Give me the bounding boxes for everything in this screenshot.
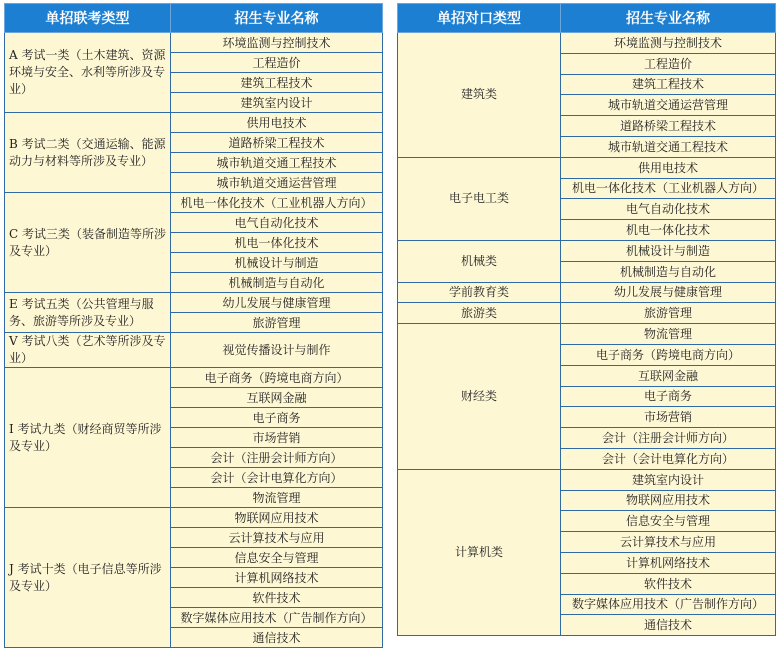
major-cell: 工程造价 <box>171 53 383 73</box>
major-cell: 电子商务 <box>561 386 776 407</box>
major-cell: 环境监测与控制技术 <box>561 33 776 54</box>
major-cell: 幼儿发展与健康管理 <box>561 282 776 303</box>
major-cell: 电子商务 <box>171 408 383 428</box>
major-cell: 城市轨道交通运营管理 <box>561 95 776 116</box>
major-cell: 建筑室内设计 <box>171 93 383 113</box>
category-cell: A 考试一类（土木建筑、资源环境与安全、水利等所涉及专业） <box>5 33 171 113</box>
major-cell: 建筑工程技术 <box>171 73 383 93</box>
major-cell: 互联网金融 <box>561 365 776 386</box>
table-row <box>5 333 383 368</box>
table-row <box>5 508 383 528</box>
major-cell: 机械设计与制造 <box>171 253 383 273</box>
left-table-body <box>5 33 383 648</box>
major-cell: 电气自动化技术 <box>171 213 383 233</box>
major-cell: 机械制造与自动化 <box>561 261 776 282</box>
major-cell: 云计算技术与应用 <box>171 528 383 548</box>
table-row <box>5 33 383 53</box>
category-cell: 旅游类 <box>398 303 561 324</box>
major-cell: 数字媒体应用技术（广告制作方向） <box>561 594 776 615</box>
major-cell: 旅游管理 <box>171 313 383 333</box>
major-cell: 信息安全与管理 <box>171 548 383 568</box>
major-cell: 工程造价 <box>561 53 776 74</box>
major-cell: 供用电技术 <box>171 113 383 133</box>
major-cell: 会计（注册会计师方向） <box>171 448 383 468</box>
major-cell: 环境监测与控制技术 <box>171 33 383 53</box>
table-row <box>398 324 776 345</box>
major-cell: 供用电技术 <box>561 157 776 178</box>
right-table-body <box>398 33 776 636</box>
major-cell: 机电一体化技术 <box>171 233 383 253</box>
major-cell: 城市轨道交通工程技术 <box>171 153 383 173</box>
major-cell: 信息安全与管理 <box>561 511 776 532</box>
major-cell: 云计算技术与应用 <box>561 532 776 553</box>
major-cell: 通信技术 <box>561 615 776 636</box>
table-row <box>398 282 776 303</box>
major-cell: 物流管理 <box>561 324 776 345</box>
major-cell: 会计（会计电算化方向） <box>171 468 383 488</box>
major-cell: 电子商务（跨境电商方向） <box>561 344 776 365</box>
major-cell: 城市轨道交通工程技术 <box>561 136 776 157</box>
table-row <box>398 157 776 178</box>
table-row <box>398 469 776 490</box>
category-cell: E 考试五类（公共管理与服务、旅游等所涉及专业） <box>5 293 171 333</box>
major-cell: 数字媒体应用技术（广告制作方向） <box>171 608 383 628</box>
major-cell: 计算机网络技术 <box>171 568 383 588</box>
major-cell: 道路桥梁工程技术 <box>171 133 383 153</box>
major-cell: 建筑工程技术 <box>561 74 776 95</box>
table-row <box>398 303 776 324</box>
category-cell: 计算机类 <box>398 469 561 635</box>
category-cell: 学前教育类 <box>398 282 561 303</box>
category-cell: 电子电工类 <box>398 157 561 240</box>
category-cell: V 考试八类（艺术等所涉及专业） <box>5 333 171 368</box>
major-cell: 通信技术 <box>171 628 383 648</box>
major-cell: 软件技术 <box>171 588 383 608</box>
left-header-row <box>5 4 383 33</box>
category-cell: I 考试九类（财经商贸等所涉及专业） <box>5 368 171 508</box>
major-cell: 会计（注册会计师方向） <box>561 428 776 449</box>
table-row <box>5 113 383 133</box>
major-cell: 市场营销 <box>561 407 776 428</box>
major-cell: 幼儿发展与健康管理 <box>171 293 383 313</box>
left-header-major: 招生专业名称 <box>171 4 383 33</box>
table-row <box>398 33 776 54</box>
table-row <box>5 368 383 388</box>
major-cell: 物联网应用技术 <box>171 508 383 528</box>
major-cell: 计算机网络技术 <box>561 552 776 573</box>
category-cell: 机械类 <box>398 240 561 282</box>
right-admission-table <box>397 3 776 636</box>
major-cell: 机电一体化技术（工业机器人方向） <box>171 193 383 213</box>
major-cell: 城市轨道交通运营管理 <box>171 173 383 193</box>
right-header-type: 单招对口类型 <box>398 4 561 33</box>
major-cell: 视觉传播设计与制作 <box>171 333 383 368</box>
table-row <box>5 193 383 213</box>
right-header-major: 招生专业名称 <box>561 4 776 33</box>
major-cell: 电气自动化技术 <box>561 199 776 220</box>
category-cell: 财经类 <box>398 324 561 470</box>
major-cell: 机电一体化技术（工业机器人方向） <box>561 178 776 199</box>
left-admission-table <box>4 3 383 648</box>
table-row <box>398 240 776 261</box>
category-cell: C 考试三类（装备制造等所涉及专业） <box>5 193 171 293</box>
category-cell: B 考试二类（交通运输、能源动力与材料等所涉及专业） <box>5 113 171 193</box>
major-cell: 旅游管理 <box>561 303 776 324</box>
major-cell: 会计（会计电算化方向） <box>561 448 776 469</box>
right-header-row <box>398 4 776 33</box>
major-cell: 软件技术 <box>561 573 776 594</box>
category-cell: 建筑类 <box>398 33 561 158</box>
category-cell: J 考试十类（电子信息等所涉及专业） <box>5 508 171 648</box>
major-cell: 物流管理 <box>171 488 383 508</box>
table-row <box>5 293 383 313</box>
major-cell: 机械制造与自动化 <box>171 273 383 293</box>
major-cell: 道路桥梁工程技术 <box>561 116 776 137</box>
major-cell: 机电一体化技术 <box>561 220 776 241</box>
major-cell: 机械设计与制造 <box>561 240 776 261</box>
major-cell: 建筑室内设计 <box>561 469 776 490</box>
major-cell: 互联网金融 <box>171 388 383 408</box>
left-header-type: 单招联考类型 <box>5 4 171 33</box>
major-cell: 市场营销 <box>171 428 383 448</box>
major-cell: 电子商务（跨境电商方向） <box>171 368 383 388</box>
major-cell: 物联网应用技术 <box>561 490 776 511</box>
